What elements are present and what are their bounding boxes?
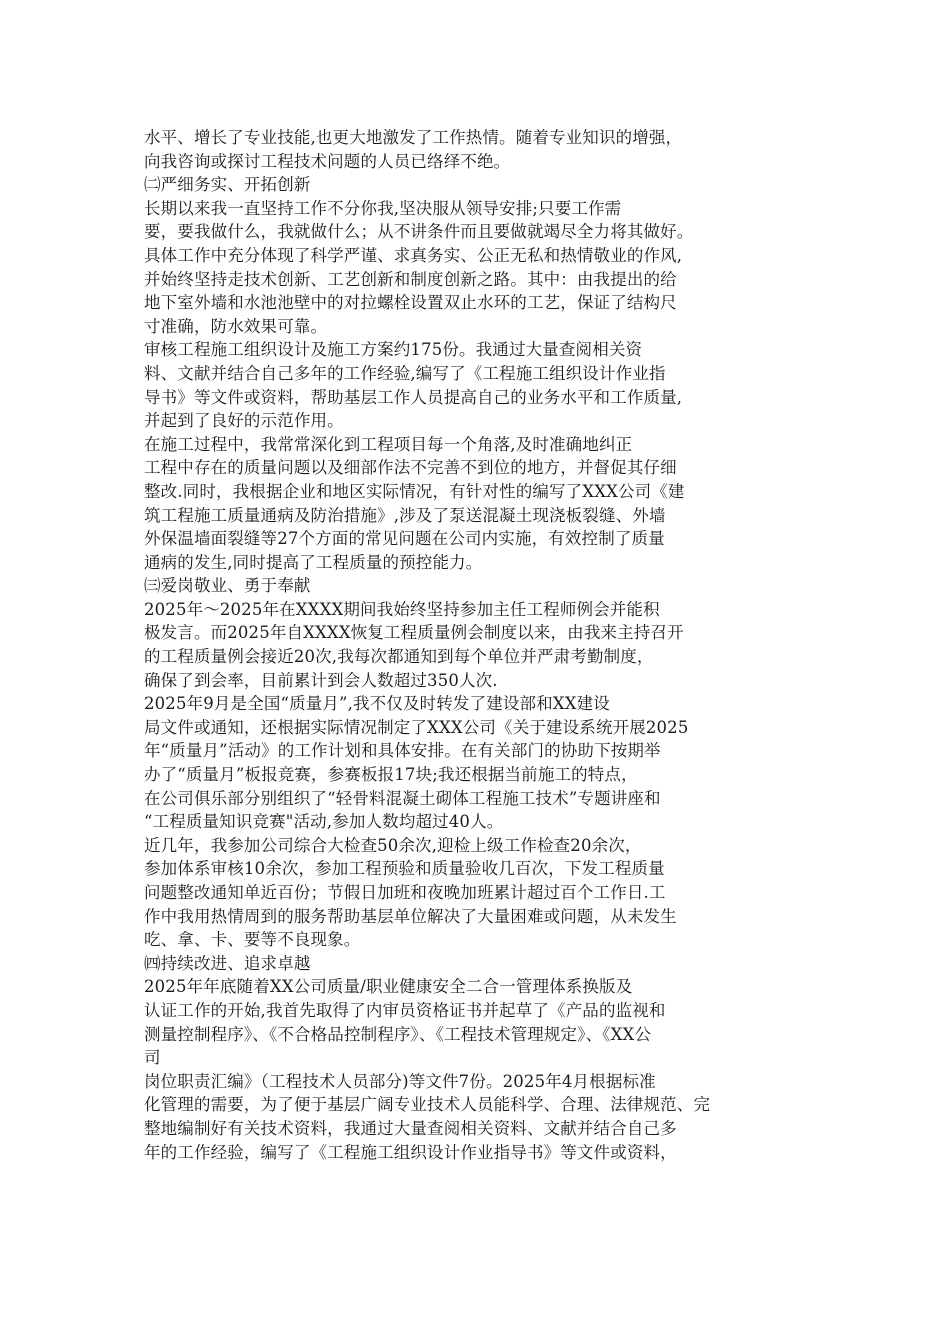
- text-line: 料、文献并结合自己多年的工作经验,编写了《工程施工组织设计作业指: [144, 363, 666, 383]
- text-line: 向我咨询或探讨工程技术问题的人员已络绎不绝。: [144, 151, 511, 171]
- text-line: 近几年，我参加公司综合大检查50余次,迎检上级工作检查20余次，: [144, 835, 642, 855]
- text-line: 通病的发生,同时提高了工程质量的预控能力。: [144, 552, 483, 572]
- text-line: 化管理的需要，为了便于基层广阔专业技术人员能科学、合理、法律规范、完: [144, 1095, 711, 1115]
- text-line: 岗位职责汇编》（工程技术人员部分)等文件7份。2025年4月根据标准: [144, 1071, 656, 1091]
- text-line: 并始终坚持走技术创新、工艺创新和制度创新之路。其中：由我提出的给: [144, 269, 677, 289]
- text-line: “工程质量知识竞赛"活动,参加人数均超过40人。: [144, 812, 504, 832]
- text-line: 审核工程施工组织设计及施工方案约175份。我通过大量查阅相关资: [144, 340, 643, 360]
- text-line: 筑工程施工质量通病及防治措施》,涉及了泵送混凝土现浇板裂缝、外墙: [144, 505, 666, 525]
- text-line: 测量控制程序》、《不合格品控制程序》、《工程技术管理规定》、《XX公: [144, 1024, 652, 1044]
- text-line: 长期以来我一直坚持工作不分你我,坚决服从领导安排;只要工作需: [144, 198, 622, 218]
- text-line: 地下室外墙和水池池壁中的对拉螺栓设置双止水环的工艺，保证了结构尺: [144, 293, 677, 313]
- text-line: 在公司俱乐部分别组织了“轻骨料混凝土砌体工程施工技术”专题讲座和: [144, 788, 661, 808]
- text-line: 整改.同时，我根据企业和地区实际情况，有针对性的编写了XXX公司《建: [144, 481, 685, 501]
- text-line: ㈢爱岗敬业、勇于奉献: [144, 576, 311, 596]
- text-line: 2025年年底随着XX公司质量/职业健康安全二合一管理体系换版及: [144, 977, 633, 997]
- text-line: 确保了到会率，目前累计到会人数超过350人次.: [144, 670, 498, 690]
- text-line: 局文件或通知，还根据实际情况制定了XXX公司《关于建设系统开展2025: [144, 717, 689, 737]
- text-line: 参加体系审核10余次，参加工程预验和质量验收几百次，下发工程质量: [144, 859, 665, 879]
- text-line: 2025年～2025年在XXXX期间我始终坚持参加主任工程师例会并能积: [144, 599, 660, 619]
- text-line: 在施工过程中，我常常深化到工程项目每一个角落,及时准确地纠正: [144, 434, 633, 454]
- document-body: [144, 126, 824, 1164]
- text-line: 2025年9月是全国“质量月”,我不仅及时转发了建设部和XX建设: [144, 694, 610, 714]
- text-line: 并起到了良好的示范作用。: [144, 411, 344, 431]
- text-line: 年“质量月”活动》的工作计划和具体安排。在有关部门的协助下按期举: [144, 741, 661, 761]
- text-line: 吃、拿、卡、要等不良现象。: [144, 930, 361, 950]
- text-line: 极发言。而2025年自XXXX恢复工程质量例会制度以来，由我来主持召开: [144, 623, 684, 643]
- text-line: 作中我用热情周到的服务帮助基层单位解决了大量困难或问题，从未发生: [144, 906, 677, 926]
- text-line: 导书》等文件或资料，帮助基层工作人员提高自己的业务水平和工作质量,: [144, 387, 683, 407]
- text-line: 工程中存在的质量问题以及细部作法不完善不到位的地方，并督促其仔细: [144, 458, 677, 478]
- text-line: 外保温墙面裂缝等27个方面的常见问题在公司内实施，有效控制了质量: [144, 529, 665, 549]
- text-line: 问题整改通知单近百份；节假日加班和夜晚加班累计超过百个工作日.工: [144, 883, 666, 902]
- text-line: ㈡严细务实、开拓创新: [144, 175, 311, 195]
- text-line: 年的工作经验，编写了《工程施工组织设计作业指导书》等文件或资料，: [144, 1142, 677, 1162]
- text-line: 寸准确，防水效果可靠。: [144, 316, 328, 336]
- text-line: ㈣持续改进、追求卓越: [144, 953, 311, 973]
- text-line: 要，要我做什么，我就做什么；从不讲条件而且要做就竭尽全力将其做好。: [144, 222, 694, 242]
- text-line: 的工程质量例会接近20次,我每次都通知到每个单位并严肃考勤制度，: [144, 647, 654, 667]
- text-line: 具体工作中充分体现了科学严谨、求真务实、公正无私和热情敬业的作风,: [144, 245, 683, 265]
- text-line: 司: [144, 1048, 161, 1068]
- text-line: 认证工作的开始,我首先取得了内审员资格证书并起草了《产品的监视和: [144, 1000, 666, 1020]
- text-line: 办了“质量月”板报竞赛，参赛板报17块;我还根据当前施工的特点，: [144, 765, 638, 785]
- text-line: 整地编制好有关技术资料，我通过大量查阅相关资料、文献并结合自己多: [144, 1118, 677, 1138]
- text-line: 水平、增长了专业技能,也更大地激发了工作热情。随着专业知识的增强，: [144, 128, 683, 147]
